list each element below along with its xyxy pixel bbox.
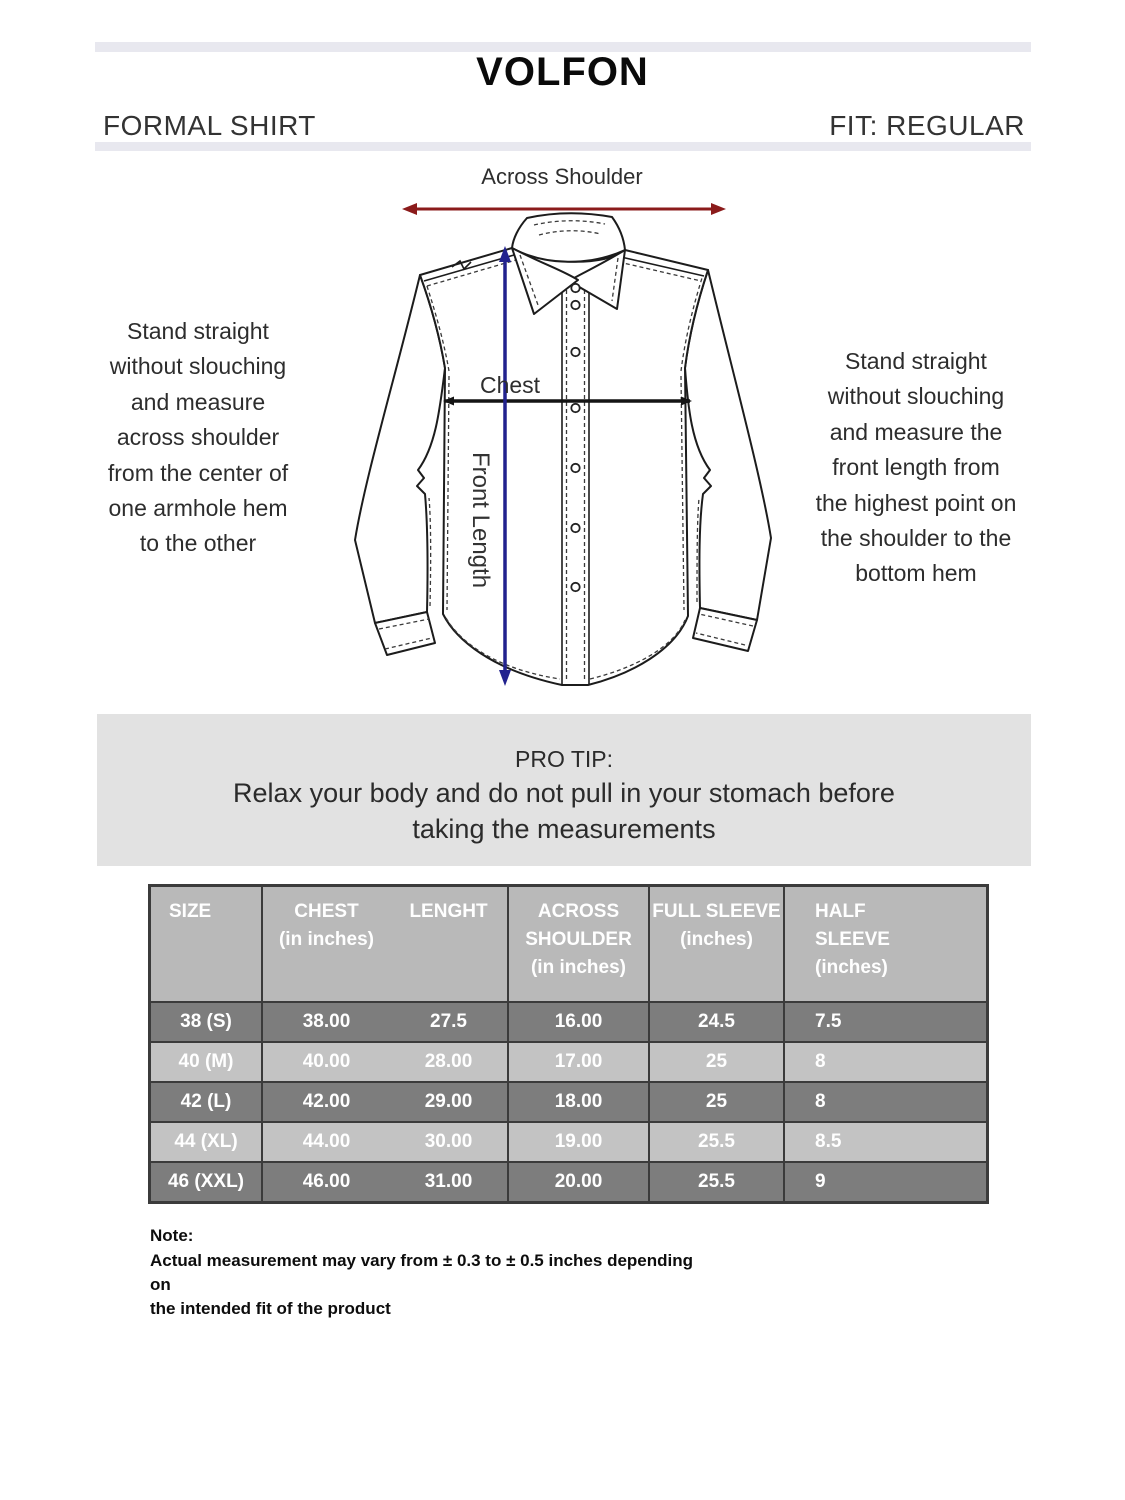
shirt-left-sleeve [355,275,445,623]
front-length-label: Front Length [467,451,494,589]
column-header-half-sleeve: HALF SLEEVE (inches) [815,901,890,978]
shirt-diagram [340,208,790,703]
shirt-right-sleeve [685,270,771,620]
front-length-instruction: Stand straight without slouching and measure the front length from the highest point on the shoulder to the bottom hem [815,348,1017,587]
table-row: 40 (M) 40.00 28.00 17.00 25 8 [151,1041,986,1081]
header-divider [95,142,1031,151]
note-line-2: the intended fit of the product [150,1299,391,1318]
note-section [150,1224,710,1321]
column-header-chest: CHEST (in inches) [278,901,374,950]
column-header-size: SIZE [151,887,263,1001]
pro-tip-title: PRO TIP: [515,746,613,772]
product-type-label: FORMAL SHIRT [103,110,316,141]
column-header-full-sleeve: FULL SLEEVE (inches) [650,887,785,1001]
column-header-lenght: LENGHT [390,887,509,1001]
across-shoulder-label: Across Shoulder [481,164,643,189]
shirt-collar [512,213,625,262]
pro-tip-line-2: taking the measurements [412,814,716,844]
table-row: 44 (XL) 44.00 30.00 19.00 25.5 8.5 [151,1121,986,1161]
shirt-body [420,248,708,685]
chest-label: Chest [479,372,541,398]
across-shoulder-instruction: Stand straight without slouching and measure across shoulder from the center of one armhole hem to the other [107,318,289,557]
table-row: 42 (L) 42.00 29.00 18.00 25 8 [151,1081,986,1121]
table-row: 38 (S) 38.00 27.5 16.00 24.5 7.5 [151,1001,986,1041]
note-line-1: Actual measurement may vary from ± 0.3 to ± 0.5 inches depending on [150,1251,694,1294]
table-row: 46 (XXL) 46.00 31.00 20.00 25.5 9 [151,1161,986,1201]
pro-tip-line-1: Relax your body and do not pull in your stomach before [233,778,895,808]
brand-title: VOLFON [476,50,649,94]
pro-tip-banner [97,714,1031,866]
fit-label: FIT: REGULAR [829,110,1025,141]
column-header-across-shoulder: ACROSS SHOULDER (in inches) [509,887,650,1001]
note-title: Note: [150,1226,194,1245]
size-chart-table [148,884,989,1204]
table-header-row [151,887,986,1001]
